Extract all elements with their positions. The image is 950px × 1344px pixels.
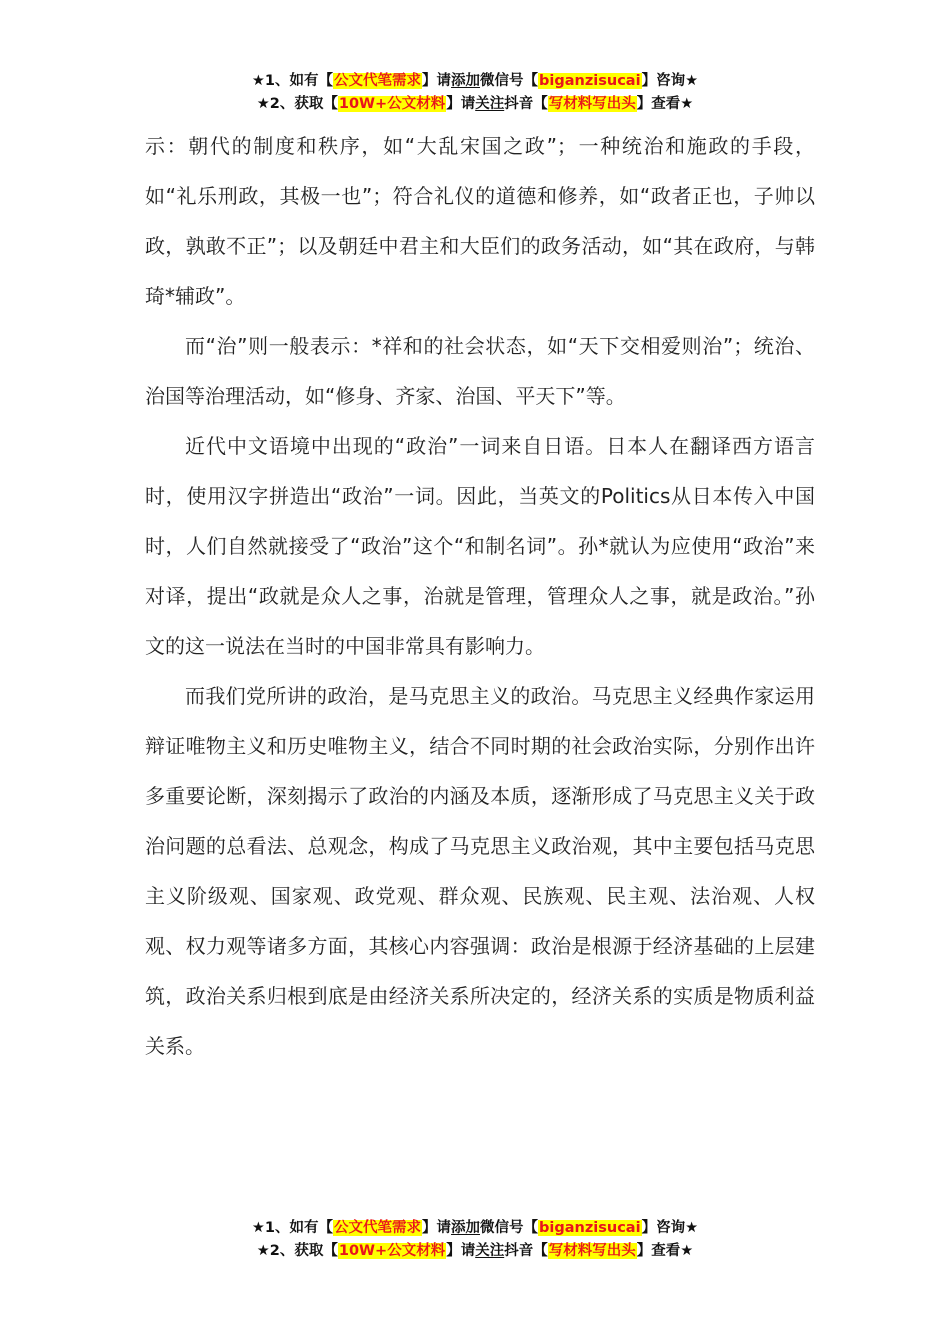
paragraph: 示：朝代的制度和秩序，如“大乱宋国之政”；一种统治和施政的手段，如“礼乐刑政，其极一也”；符合礼仪的道德和修养，如“政者正也，子帅以政，孰敢不正”；以及朝廷中君主和大臣们的政务活动，如“其在政府，与韩琦*辅政”。 bbox=[145, 134, 815, 308]
banner-highlight: biganzisucai bbox=[539, 73, 641, 89]
banner-highlight: 写材料写出头 bbox=[548, 1243, 636, 1259]
banner-highlight: 写材料写出头 bbox=[548, 96, 636, 112]
banner-line-2: ★2、获取【10W+公文材料】请关注抖音【写材料写出头】查看★ bbox=[256, 96, 694, 112]
banner-highlight: 10W+公文材料 bbox=[338, 1243, 446, 1259]
banner-line-1: ★1、如有【公文代笔需求】请添加微信号【biganzisucai】咨询★ bbox=[251, 73, 699, 89]
paragraph: 近代中文语境中出现的“政治”一词来自日语。日本人在翻译西方语言时，使用汉字拼造出“政治”一词。因此，当英文的Politics从日本传入中国时，人们自然就接受了“政治”这个“和制名词”。孙*就认为应使用“政治”来对译，提出“政就是众人之事，治就是管理，管理众人之事，就是政治。”孙文的这一说法在当时的中国非常具有影响力。 bbox=[145, 434, 815, 658]
banner-highlight: 公文代笔需求 bbox=[334, 1220, 422, 1236]
paragraph: 而“治”则一般表示：*祥和的社会状态，如“天下交相爱则治”；统治、治国等治理活动，如“修身、齐家、治国、平天下”等。 bbox=[145, 334, 815, 408]
banner-highlight: biganzisucai bbox=[539, 1220, 641, 1236]
banner-line-2: ★2、获取【10W+公文材料】请关注抖音【写材料写出头】查看★ bbox=[256, 1243, 694, 1259]
document-body bbox=[145, 121, 815, 1071]
footer-banner bbox=[0, 1217, 950, 1263]
paragraph: 而我们党所讲的政治，是马克思主义的政治。马克思主义经典作家运用辩证唯物主义和历史唯物主义，结合不同时期的社会政治实际，分别作出许多重要论断，深刻揭示了政治的内涵及本质，逐渐形成了马克思主义关于政治问题的总看法、总观念，构成了马克思主义政治观，其中主要包括马克思主义阶级观、国家观、政党观、群众观、民族观、民主观、法治观、人权观、权力观等诸多方面，其核心内容强调：政治是根源于经济基础的上层建筑，政治关系归根到底是由经济关系所决定的，经济关系的实质是物质利益关系。 bbox=[145, 684, 815, 1058]
banner-highlight: 公文代笔需求 bbox=[334, 73, 422, 89]
header-banner bbox=[0, 70, 950, 116]
banner-line-1: ★1、如有【公文代笔需求】请添加微信号【biganzisucai】咨询★ bbox=[251, 1220, 699, 1236]
banner-highlight: 10W+公文材料 bbox=[338, 96, 446, 112]
